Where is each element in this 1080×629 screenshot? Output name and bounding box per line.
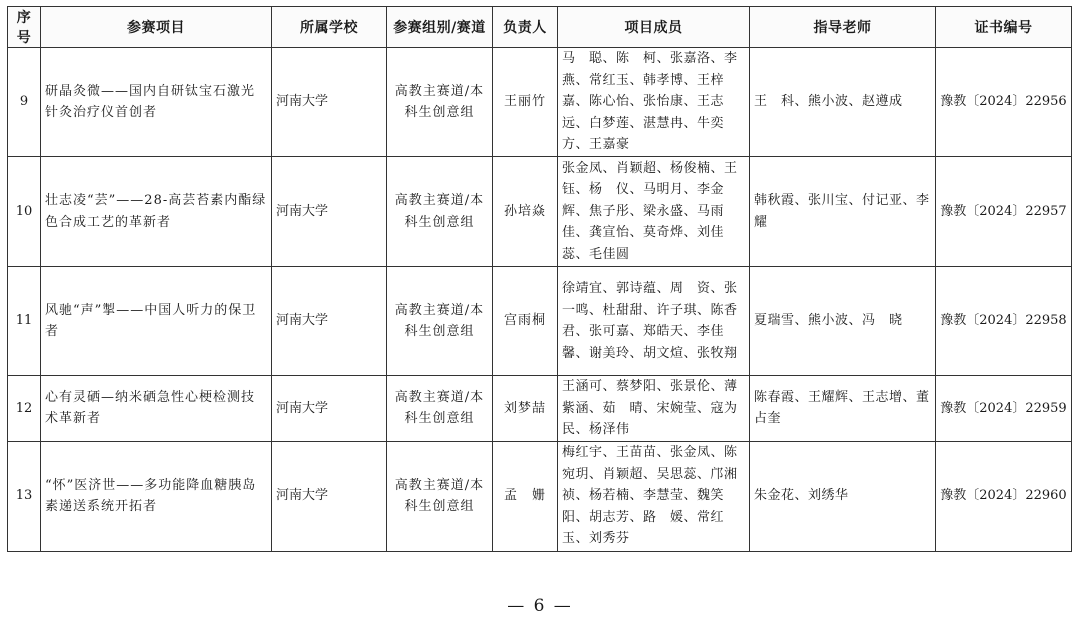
cell-leader: 刘梦喆 [493, 376, 558, 442]
cell-cert: 豫教〔2024〕22958 [936, 267, 1072, 376]
cell-track: 高教主赛道/本科生创意组 [387, 376, 493, 442]
cell-members: 马 聪、陈 柯、张嘉洛、李 燕、常红玉、韩孝博、王梓嘉、陈心怡、张怡康、王志远、白梦莲、湛慧冉、牛奕方、王嘉豪 [558, 48, 750, 157]
cell-leader: 王丽竹 [493, 48, 558, 157]
cell-advisors: 韩秋霞、张川宝、付记亚、李 耀 [750, 157, 936, 267]
cell-leader: 孟 姗 [493, 441, 558, 551]
cell-advisors: 王 科、熊小波、赵遵成 [750, 48, 936, 157]
header-advisors: 指导老师 [750, 7, 936, 48]
page-number: — 6 — [507, 596, 573, 616]
table-row [8, 48, 1072, 157]
cell-advisors: 夏瑞雪、熊小波、冯 晓 [750, 267, 936, 376]
cell-no: 12 [8, 376, 41, 442]
cell-no: 9 [8, 48, 41, 157]
table-row [8, 157, 1072, 267]
cell-advisors: 陈春霞、王耀辉、王志增、董占奎 [750, 376, 936, 442]
cell-school: 河南大学 [272, 267, 387, 376]
cell-track: 高教主赛道/本科生创意组 [387, 48, 493, 157]
cell-project: 风驰“声”掣——中国人听力的保卫者 [41, 267, 272, 376]
award-table [7, 6, 1072, 552]
cell-track: 高教主赛道/本科生创意组 [387, 441, 493, 551]
cell-school: 河南大学 [272, 441, 387, 551]
cell-school: 河南大学 [272, 48, 387, 157]
header-project: 参赛项目 [41, 7, 272, 48]
cell-cert: 豫教〔2024〕22956 [936, 48, 1072, 157]
cell-members: 梅红宇、王苗苗、张金凤、陈宛玥、肖颖超、吴思蕊、邝湘祯、杨若楠、李慧莹、魏笑阳、胡志芳、路 媛、常红玉、刘秀芬 [558, 441, 750, 551]
cell-members: 徐靖宜、郭诗蕴、周 资、张一鸣、杜甜甜、许子琪、陈香君、张可嘉、郑皓天、李佳馨、谢美玲、胡文煊、张牧翔 [558, 267, 750, 376]
cell-no: 10 [8, 157, 41, 267]
cell-track: 高教主赛道/本科生创意组 [387, 157, 493, 267]
cell-no: 11 [8, 267, 41, 376]
cell-school: 河南大学 [272, 376, 387, 442]
header-track: 参赛组别/赛道 [387, 7, 493, 48]
cell-members: 王涵可、蔡梦阳、张景伦、薄紫涵、茹 晴、宋婉莹、寇为民、杨泽伟 [558, 376, 750, 442]
header-row [8, 7, 1072, 48]
cell-school: 河南大学 [272, 157, 387, 267]
cell-project: 心有灵硒—纳米硒急性心梗检测技术革新者 [41, 376, 272, 442]
header-school: 所属学校 [272, 7, 387, 48]
cell-no: 13 [8, 441, 41, 551]
table-row [8, 267, 1072, 376]
cell-cert: 豫教〔2024〕22957 [936, 157, 1072, 267]
table-row [8, 376, 1072, 442]
cell-members: 张金凤、肖颖超、杨俊楠、王 钰、杨 仪、马明月、李金辉、焦子彤、梁永盛、马雨佳、龚宣怡、莫奇烨、刘佳蕊、毛佳圆 [558, 157, 750, 267]
table-row [8, 441, 1072, 551]
cell-project: “怀”医济世——多功能降血糖胰岛素递送系统开拓者 [41, 441, 272, 551]
cell-cert: 豫教〔2024〕22960 [936, 441, 1072, 551]
header-no: 序号 [8, 7, 41, 48]
cell-leader: 宫雨桐 [493, 267, 558, 376]
cell-project: 壮志凌“芸”——28-高芸苔素内酯绿色合成工艺的革新者 [41, 157, 272, 267]
cell-project: 研晶灸微——国内自研钛宝石激光针灸治疗仪首创者 [41, 48, 272, 157]
header-members: 项目成员 [558, 7, 750, 48]
cell-leader: 孙培焱 [493, 157, 558, 267]
cell-advisors: 朱金花、刘绣华 [750, 441, 936, 551]
header-leader: 负责人 [493, 7, 558, 48]
cell-cert: 豫教〔2024〕22959 [936, 376, 1072, 442]
header-cert: 证书编号 [936, 7, 1072, 48]
cell-track: 高教主赛道/本科生创意组 [387, 267, 493, 376]
